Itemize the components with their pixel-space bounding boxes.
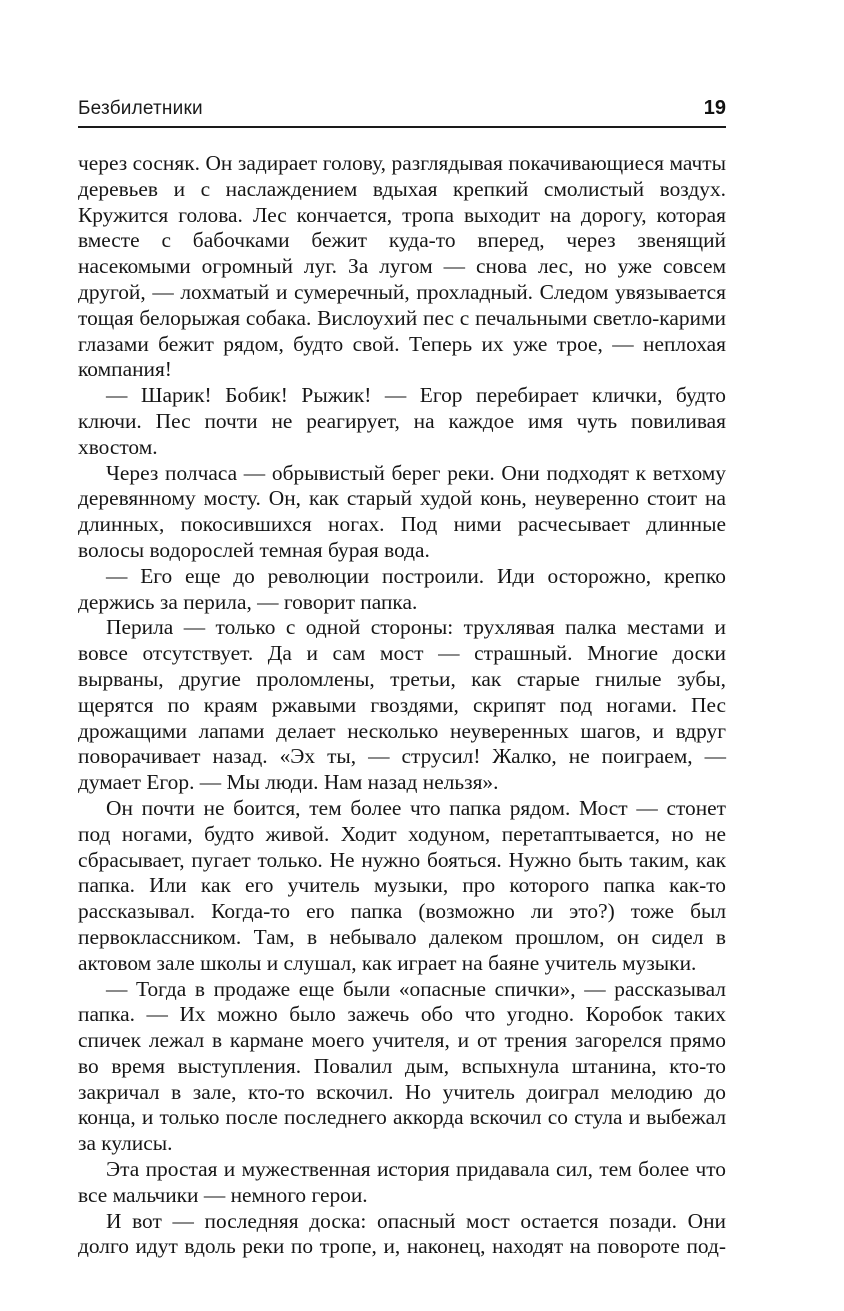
paragraph: Эта простая и мужественная история придавала сил, тем более что все мальчики — немного герои. [78,1157,726,1207]
paragraph: — Шарик! Бобик! Рыжик! — Егор перебирает клички, будто ключи. Пес почти не реагирует, на каждое имя чуть повиливая хвостом. [78,383,726,459]
paragraph: И вот — последняя доска: опасный мост остается позади. Они долго идут вдоль реки по тропе, и, наконец, находят на повороте под- [78,1208,726,1259]
paragraph: Перила — только с одной стороны: трухлявая палка местами и вовсе отсутствует. Да и сам мост — страшный. Многие доски вырваны, другие проломлены, третьи, как старые гнилые зубы, щерятся по краям ржавыми гвоздями, скрипят под ногами. Пес дрожащими лапами делает несколько неуверенных шагов, и вдруг поворачивает назад. «Эх ты, — струсил! Жалко, не поиграем, — думает Егор. — Мы люди. Нам назад нельзя». [78,615,726,795]
paragraph: — Тогда в продаже еще были «опасные спички», — рассказывал папка. — Их можно было зажечь обо что угодно. Коробок таких спичек лежал в кармане моего учителя, и от трения загорелся прямо во время выступления. Повалил дым, вспыхнула штанина, кто-то закричал в зале, кто-то вскочил. Но учитель доиграл мелодию до конца, и только после последнего аккорда вскочил со стула и выбежал за кулисы. [78,976,726,1156]
page-number: 19 [703,97,726,119]
paragraph: через сосняк. Он задирает голову, разглядывая покачивающиеся мачты деревьев и с наслаждением вдыхая крепкий смолистый воздух. Кружится голова. Лес кончается, тропа выходит на дорогу, которая вместе с бабочками бежит куда-то вперед, через звенящий насекомыми огромный луг. За лугом — снова лес, но уже совсем другой, — лохматый и сумеречный, прохладный. Следом увязывается тощая белорыжая собака. Вислоухий пес с печальными светло-карими глазами бежит рядом, будто свой. Теперь их уже трое, — неплохая компания! [78,151,726,382]
paragraph: Через полчаса — обрывистый берег реки. Они подходят к ветхому деревянному мосту. Он, как старый худой конь, неуверенно стоит на длинных, покосившихся ногах. Под ними расчесывает длинные волосы водорослей темная бурая вода. [78,460,726,562]
paragraph: Он почти не боится, тем более что папка рядом. Мост — стонет под ногами, будто живой. Ходит ходуном, перетаптывается, но не сбрасывает, пугает только. Не нужно бояться. Нужно быть таким, как папка. Или как его учитель музыки, про которого папка как-то рассказывал. Когда-то его папка (возможно ли это?) тоже был первоклассником. Там, в небывало далеком прошлом, он сидел в актовом зале школы и слушал, как играет на баяне учитель музыки. [78,795,726,975]
body-text [78,151,726,1260]
paragraph: — Его еще до революции построили. Иди осторожно, крепко держись за перила, — говорит папка. [78,563,726,614]
running-header [78,96,726,128]
running-title: Безбилетники [78,98,203,119]
